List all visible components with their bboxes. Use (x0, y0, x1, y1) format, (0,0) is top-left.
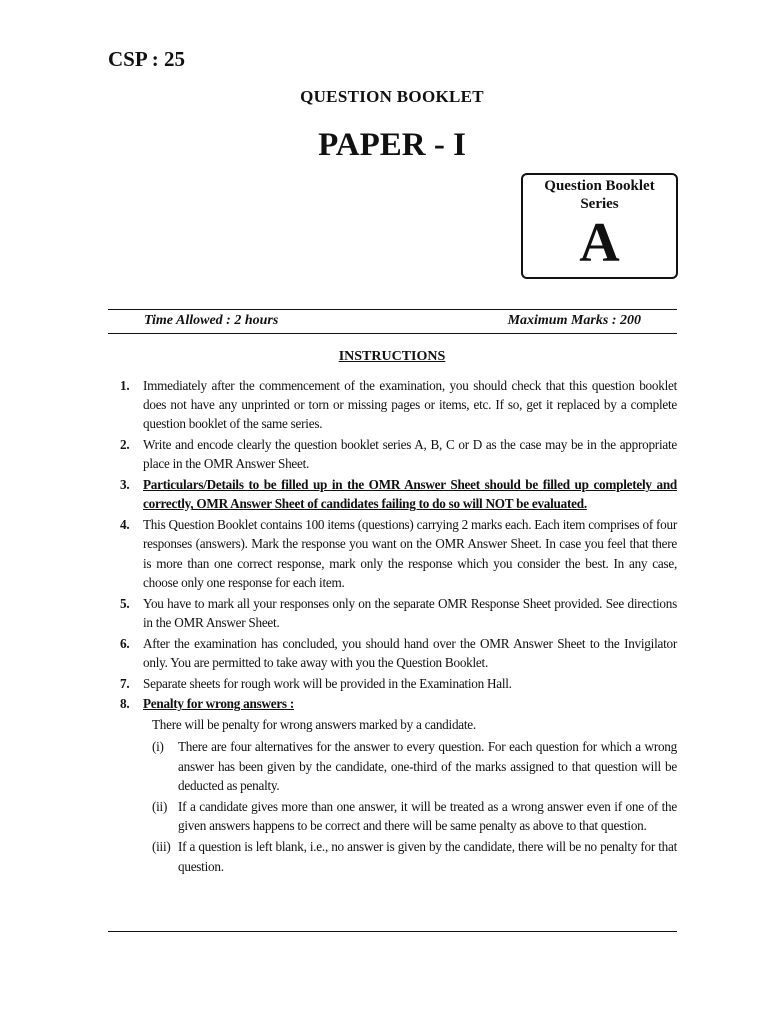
instruction-item (108, 694, 677, 713)
series-letter: A (579, 212, 620, 274)
instruction-text: Separate sheets for rough work will be provided in the Examination Hall. (143, 675, 512, 691)
instruction-number: 1. (120, 378, 130, 393)
penalty-number: (i) (152, 739, 164, 755)
instruction-text: This Question Booklet contains 100 items (questions) carrying 2 marks each. Each item comprises of four responses (answers). Mark the response you want on the OMR Answer Sheet. In case you feel that there is more than one correct response, mark only the response which you consider the best. In any case, choose only one response for each item. (143, 517, 677, 590)
series-label: Question Booklet Series (544, 178, 655, 212)
instruction-text: After the examination has concluded, you should hand over the OMR Answer Sheet to the Invigilator only. You are permitted to take away with you the Question Booklet. (143, 635, 677, 670)
instruction-item (108, 376, 677, 434)
penalty-item (108, 797, 677, 835)
exam-code: CSP : 25 (108, 47, 186, 71)
paper-title: PAPER - I (318, 127, 466, 163)
instruction-number: 3. (120, 477, 130, 493)
penalty-text: If a candidate gives more than one answer, it will be treated as a wrong answer even if one of the given answers happens to be correct and there will be same penalty as above to that question. (178, 799, 677, 834)
instruction-item (108, 475, 677, 513)
instructions-heading: INSTRUCTIONS (338, 349, 446, 364)
instruction-number: 6. (120, 635, 130, 651)
exam-info-row (108, 313, 677, 333)
info-divider (108, 333, 677, 334)
instruction-item (108, 674, 677, 693)
penalty-number: (iii) (152, 839, 171, 855)
instructions-list (108, 376, 677, 878)
instruction-item (108, 515, 677, 592)
instruction-item (108, 594, 677, 632)
instruction-number: 4. (120, 517, 130, 533)
booklet-series-box (521, 173, 678, 279)
penalty-text: If a question is left blank, i.e., no answer is given by the candidate, there will be no penalty for that question. (178, 839, 677, 874)
instruction-item (108, 435, 677, 473)
instruction-item (108, 634, 677, 672)
instruction-number: 5. (120, 595, 130, 611)
instruction-number: 7. (120, 675, 130, 691)
time-allowed: Time Allowed : 2 hours (144, 313, 279, 328)
instruction-text: You have to mark all your responses only on the separate OMR Response Sheet provided. See directions in the OMR Answer Sheet. (143, 595, 677, 630)
instruction-text: Particulars/Details to be filled up in the OMR Answer Sheet should be filled up completely and correctly, OMR Answer Sheet of candidates failing to do so will NOT be evaluated. (143, 477, 677, 512)
maximum-marks: Maximum Marks : 200 (507, 313, 641, 328)
booklet-title: QUESTION BOOKLET (300, 87, 484, 106)
penalty-item (108, 737, 677, 795)
penalty-intro: There will be penalty for wrong answers marked by a candidate. (152, 717, 476, 733)
penalty-text: There are four alternatives for the answer to every question. For each question for which a wrong answer has been given by the candidate, one-third of the marks assigned to that question will be deducted as penalty. (178, 739, 677, 793)
penalty-item (108, 837, 677, 875)
penalty-number: (ii) (152, 799, 168, 815)
top-divider (108, 309, 677, 310)
instruction-number: 8. (120, 696, 130, 712)
penalty-heading: Penalty for wrong answers : (143, 696, 294, 712)
bottom-divider (108, 931, 677, 932)
instruction-text: Write and encode clearly the question booklet series A, B, C or D as the case may be in the appropriate place in the OMR Answer Sheet. (143, 437, 677, 472)
instruction-text: Immediately after the commencement of the examination, you should check that this question booklet does not have any unprinted or torn or missing pages or items, etc. If so, get it replaced by a complete question booklet of the same series. (143, 378, 677, 432)
instruction-number: 2. (120, 437, 130, 453)
